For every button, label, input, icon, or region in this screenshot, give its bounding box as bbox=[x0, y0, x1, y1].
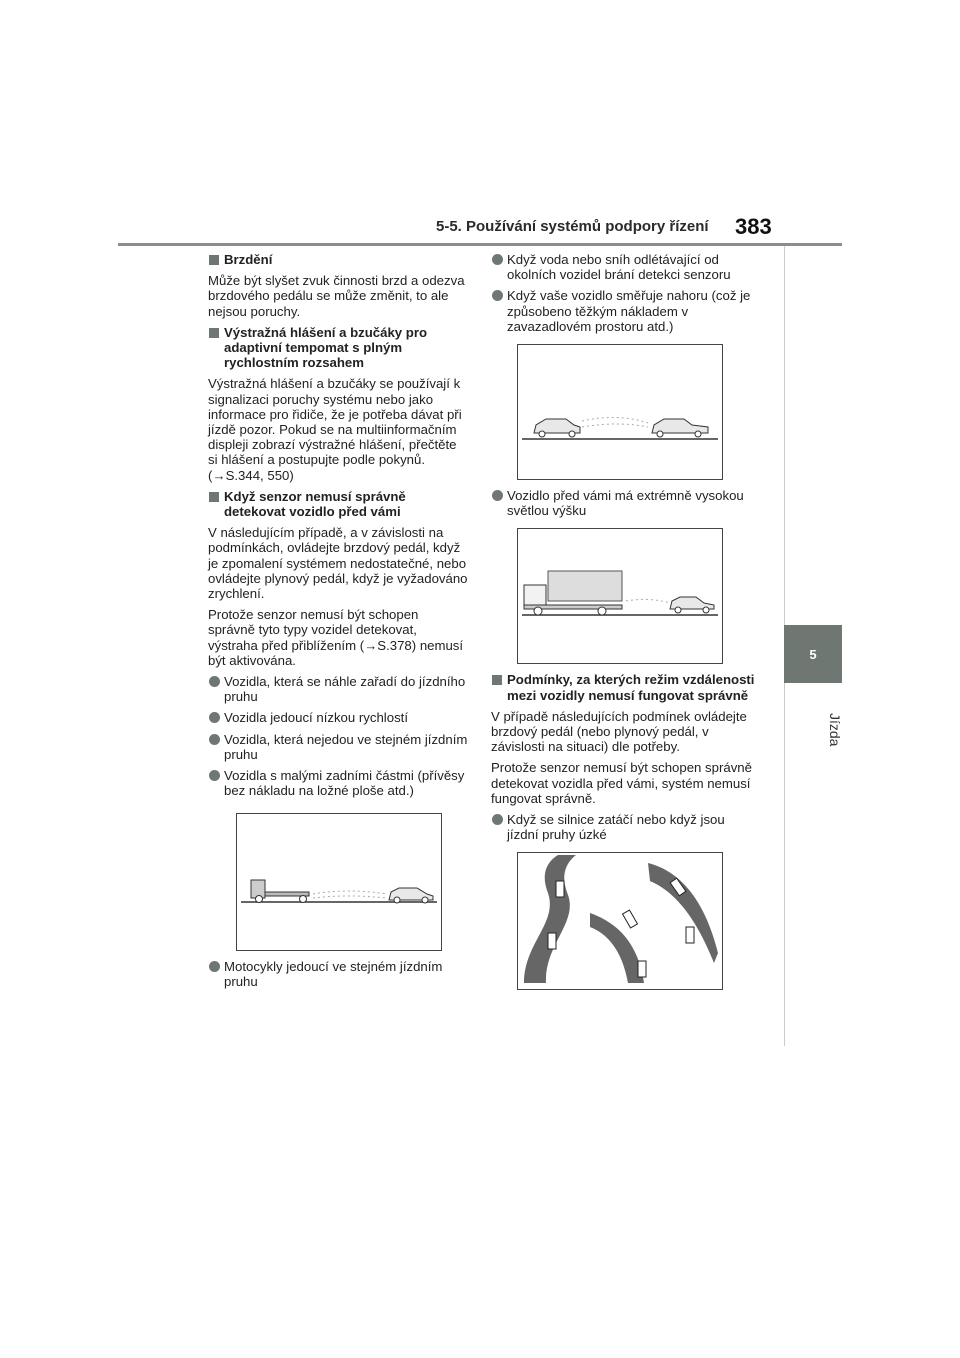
round-bullet-icon bbox=[209, 676, 220, 687]
paragraph: V případě následujících podmínek ovládejte brzdový pedál (nebo plynový pedál, v závislosti na situaci) dle potřeby. bbox=[491, 708, 747, 755]
left-column bbox=[208, 252, 468, 995]
illustration-trailer bbox=[236, 813, 442, 951]
heading-braking: Brzdění bbox=[208, 252, 468, 267]
header-divider bbox=[118, 243, 842, 246]
illustration-truck bbox=[517, 528, 723, 664]
list-item: Když se silnice zatáčí nebo když jsou jízdní pruhy úzké bbox=[491, 812, 757, 842]
round-bullet-icon bbox=[209, 712, 220, 723]
list-item: Když vaše vozidlo směřuje nahoru (což je způsobeno těžkým nákladem v zavazadlovém prostoru atd.) bbox=[491, 288, 757, 334]
round-bullet-icon bbox=[209, 961, 220, 972]
list-item: Vozidla, která nejedou ve stejném jízdním pruhu bbox=[208, 732, 468, 762]
right-column bbox=[491, 252, 757, 998]
illustration-spray bbox=[517, 344, 723, 480]
list-item: Vozidla s malými zadními částmi (přívěsy bez nákladu na ložné ploše atd.) bbox=[208, 768, 468, 798]
section-title: 5-5. Používání systémů podpory řízení bbox=[436, 218, 709, 235]
paragraph: V následujícím případě, a v závislosti na podmínkách, ovládejte brzdový pedál, když je zpomalení systémem nedostatečné, nebo ovládejte plynový pedál, když je vyžadováno zrychlení. bbox=[208, 525, 468, 602]
round-bullet-icon bbox=[492, 290, 503, 301]
heading-warnings: Výstražná hlášení a bzučáky pro adaptivní tempomat s plným rychlostním rozsahem bbox=[208, 325, 468, 371]
chapter-label: Jízda bbox=[827, 713, 843, 747]
round-bullet-icon bbox=[492, 490, 503, 501]
heading-sensor: Když senzor nemusí správně detekovat vozidlo před vámi bbox=[208, 489, 468, 519]
square-bullet-icon bbox=[209, 255, 219, 265]
list-item: Vozidlo před vámi má extrémně vysokou světlou výšku bbox=[491, 488, 757, 518]
page-number: 383 bbox=[735, 214, 772, 239]
paragraph: Může být slyšet zvuk činnosti brzd a odezva brzdového pedálu se může změnit, to ale nejsou poruchy. bbox=[208, 273, 465, 319]
paragraph: Protože senzor nemusí být schopen správně tyto typy vozidel detekovat, výstraha před přiblížením (→S.378) nemusí být aktivována. bbox=[208, 607, 464, 668]
round-bullet-icon bbox=[209, 734, 220, 745]
illustration-curves bbox=[517, 852, 723, 990]
square-bullet-icon bbox=[492, 675, 502, 685]
chapter-number: 5 bbox=[809, 646, 817, 662]
chapter-tab bbox=[784, 625, 842, 683]
paragraph: Protože senzor nemusí být schopen správně detekovat vozidla před vámi, systém nemusí fungovat správně. bbox=[491, 760, 752, 806]
paragraph: Výstražná hlášení a bzučáky se používají k signalizaci poruchy systému nebo jako informace pro řidiče, že je potřeba dávat při jízdě pozor. Pokud se na multiinformačním displeji zobrazí výstražné hlášení, přečtěte si hlášení a postupujte podle pokynů. (→S.344, 550) bbox=[208, 376, 462, 483]
round-bullet-icon bbox=[209, 770, 220, 781]
list-item: Vozidla, která se náhle zařadí do jízdního pruhu bbox=[208, 674, 468, 704]
list-item: Když voda nebo sníh odlétávající od okolních vozidel brání detekci senzoru bbox=[491, 252, 757, 282]
round-bullet-icon bbox=[492, 814, 503, 825]
list-item: Vozidla jedoucí nízkou rychlostí bbox=[208, 710, 468, 725]
square-bullet-icon bbox=[209, 328, 219, 338]
list-item: Motocykly jedoucí ve stejném jízdním pruhu bbox=[208, 959, 468, 989]
heading-distance-mode: Podmínky, za kterých režim vzdálenosti mezi vozidly nemusí fungovat správně bbox=[491, 672, 757, 702]
square-bullet-icon bbox=[209, 492, 219, 502]
round-bullet-icon bbox=[492, 254, 503, 265]
